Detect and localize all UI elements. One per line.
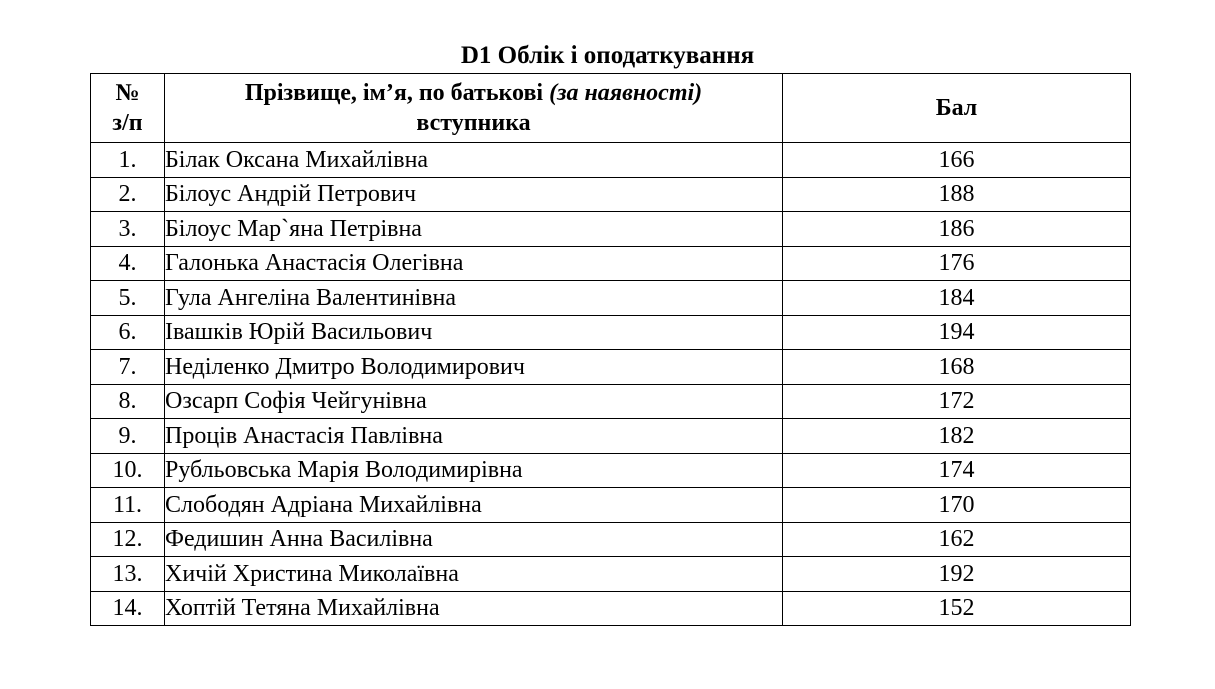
applicant-name: Івашків Юрій Васильович [165,315,783,350]
applicant-name: Неділенко Дмитро Володимирович [165,350,783,385]
applicant-score: 152 [783,591,1131,626]
applicant-name: Білоус Мар`яна Петрівна [165,212,783,247]
table-row [91,143,1131,178]
row-number: 7. [91,350,165,385]
header-number-symbol: № [115,80,140,106]
applicant-name: Хоптій Тетяна Михайлівна [165,591,783,626]
page-title: D1 Облік і оподаткування [460,42,755,69]
header-number [91,74,165,143]
applicant-name: Галонька Анастасія Олегівна [165,246,783,281]
applicant-name: Озсарп Софія Чейгунівна [165,384,783,419]
row-number: 12. [91,522,165,557]
applicant-name: Білоус Андрій Петрович [165,177,783,212]
table-header-row [91,74,1131,143]
row-number: 8. [91,384,165,419]
applicant-score: 184 [783,281,1131,316]
applicant-score: 194 [783,315,1131,350]
header-name-second-line: вступника [416,110,531,136]
applicant-score: 166 [783,143,1131,178]
table-row [91,177,1131,212]
applicant-score: 174 [783,453,1131,488]
applicant-score: 182 [783,419,1131,454]
applicant-name: Проців Анастасія Павлівна [165,419,783,454]
table-row [91,522,1131,557]
applicant-score: 162 [783,522,1131,557]
header-score: Бал [783,74,1131,143]
applicant-name: Гула Ангеліна Валентинівна [165,281,783,316]
row-number: 4. [91,246,165,281]
row-number: 10. [91,453,165,488]
header-name-italic: (за наявності) [549,80,703,106]
applicant-score: 188 [783,177,1131,212]
table-body [91,143,1131,626]
table-row [91,315,1131,350]
row-number: 2. [91,177,165,212]
table-row [91,488,1131,523]
applicant-name: Федишин Анна Василівна [165,522,783,557]
table-row [91,246,1131,281]
applicant-name: Хичій Христина Миколаївна [165,557,783,592]
table-row [91,419,1131,454]
table-row [91,212,1131,247]
applicant-name: Білак Оксана Михайлівна [165,143,783,178]
applicant-score: 168 [783,350,1131,385]
table-row [91,591,1131,626]
header-name-main: Прізвище, ім’я, по батькові [244,80,550,106]
row-number: 14. [91,591,165,626]
applicant-score: 176 [783,246,1131,281]
table-row [91,453,1131,488]
applicants-table [90,73,1131,626]
applicant-name: Слободян Адріана Михайлівна [165,488,783,523]
applicant-score: 192 [783,557,1131,592]
table-row [91,281,1131,316]
row-number: 6. [91,315,165,350]
table-row [91,350,1131,385]
applicant-score: 186 [783,212,1131,247]
row-number: 9. [91,419,165,454]
header-full-name [165,74,783,143]
row-number: 3. [91,212,165,247]
table-row [91,557,1131,592]
applicant-name: Рубльовська Марія Володимирівна [165,453,783,488]
row-number: 11. [91,488,165,523]
row-number: 13. [91,557,165,592]
row-number: 1. [91,143,165,178]
applicant-score: 172 [783,384,1131,419]
applicant-score: 170 [783,488,1131,523]
header-number-abbrev: з/п [112,110,143,136]
row-number: 5. [91,281,165,316]
table-row [91,384,1131,419]
